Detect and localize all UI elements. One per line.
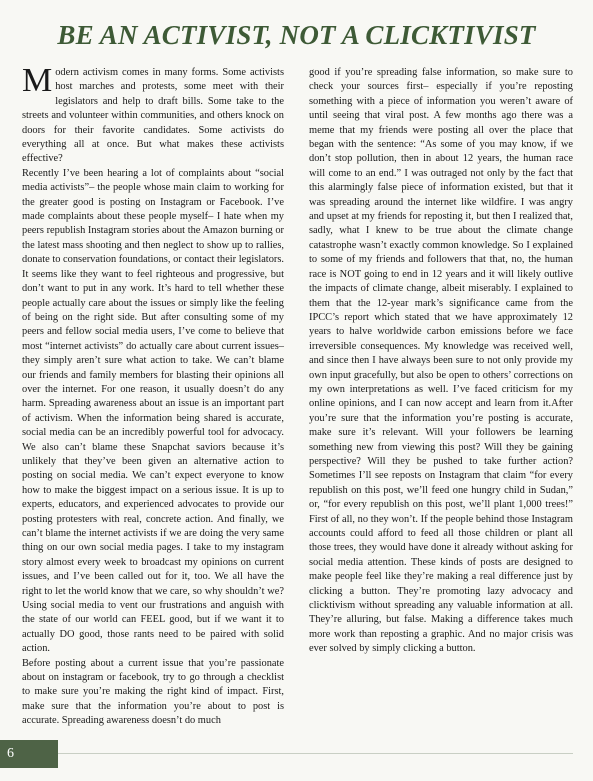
page-number-tab [0, 740, 58, 768]
paragraph-intro: odern activism comes in many forms. Some activists host marches and protests, some meet with their legislators and help to draft bills. Some take to the streets and volunteer within communities, and others knock on doors for their favorite candidates. Some activists do everything all at once. But what makes these activists effective? [22, 67, 284, 165]
paragraph-checklist: Before posting about a current issue that you’re passionate about on instagram or facebook, try to go through a checklist to make sure you’re making the right kind of impact. First, make sure that the information you’re about to post is accurate. Spreading awareness doesn’t do much [22, 657, 284, 727]
drop-cap: M [22, 62, 53, 99]
page-number: 6 [7, 746, 14, 761]
paragraph-complaints: Recently I’ve been hearing a lot of complaints about “social media activists”– the people whose main claim to working for the greater good is posting on Instagram or Facebook. I’ve made complaints about these people myself– I hate when my peers republish Instagram stories about the Amazon burning or the latest mass shooting and then neglect to show up to rallies, donate to conservation foundations, or contact their legislators. It seems like they want to feel righteous and progressive, but don’t want to put in any work. It’s hard to tell whether these people actually care about the issues or simply like the feeling of being on the right side. But after consulting some of my peers and fellow social media users, I’ve come to believe that most “internet activists” do actually care about current issues– they simply aren’t sure what action to take. We can’t blame our friends and family members for blasting their opinions all over the internet. For one reason, it usually doesn’t do any harm. Spreading awareness about an issue is an important part of activism. When the information being shared is accurate, social media can be an incredibly powerful tool for advocacy. We also can’t blame these Snapchat saviors because it’s unlikely that they’ve been given an alternative action to posting on social media. We can’t expect everyone to know how to make the biggest impact on a serious issue. It is up to experts, educators, and experienced advocates to provide our posting protesters with real, concrete action. And finally, we can’t blame the internet activists if we are doing the very same thing on our own social media pages. I take to my instagram story almost every week to broadcast my opinions on current issues, and I’ve been called out for it, too. We all have the right to let the world know that we care, so why shouldn’t we? Using social media to vent our frustrations and anguish with the state of our world can FEEL good, but if we want it to actually DO good, those rants need to be paired with solid action. [22, 167, 284, 655]
article-title: BE AN ACTIVIST, NOT A CLICKTIVIST [57, 20, 536, 50]
article-column-right [309, 66, 573, 657]
paragraph-continued: good if you’re spreading false information, so make sure to check your sources first– especially if you’re reposting something with a piece of information you weren’t aware of until seeing that viral post. A few months ago there was a meme that my friends were posting all over the place that began with the sentence: “As some of you may know, if we don’t stop pollution, then in about 12 years, the human race will come to an end.” I was outraged not only by the fact that this alarmingly false piece of information existed, but that it was spreading around the internet like wildfire. I was angry and upset at my friends for reposting it, but then I realized that, sadly, what I knew to be true about the climate change catastrophe wasn’t exactly common knowledge. So I explained to some of my friends and followers that that, no, the human race is NOT going to end in 12 years and it will likely outlive the impacts of climate change, albeit miserably. I explained to them that the 12-year mark’s significance came from the IPCC’s report which stated that we have approximately 12 years to halve worldwide carbon emissions before we face irreversible consequences. My knowledge was received well, and since then I have always been sure to not only provide my own input gracefully, but also be open to others’ corrections on my own interpretations as well. I’ve faced criticism for my online opinions, and I can now accept and learn from it.After you’re sure that the information you’re posting is accurate, make sure it’s relevant. Will your followers be learning something new from viewing this post? Will they be gaining perspective? Will they be pushed to take further action? Sometimes I’ll see reposts on Instagram that claim “for every republish on this post, we’ll feed one hungry child in Sudan,” or, “for every republish on this post, we’ll plant 1,000 trees!” First of all, no they won’t. If the people behind those Instagram accounts could afford to feed all those children or plant all those trees, they would have done it already without asking for social media attention. These kinds of posts are designed to make people feel like they’re making a real difference just by clicking a button. They’re promoting lazy advocacy and clicktivism without spreading any valuable information at all. They’re alluring, but false. Making a difference takes much more work than reposting a graphic. And no major crisis was ever solved by simply clicking a button. [309, 67, 573, 655]
footer-divider [58, 753, 573, 754]
article-column-left [22, 62, 284, 729]
